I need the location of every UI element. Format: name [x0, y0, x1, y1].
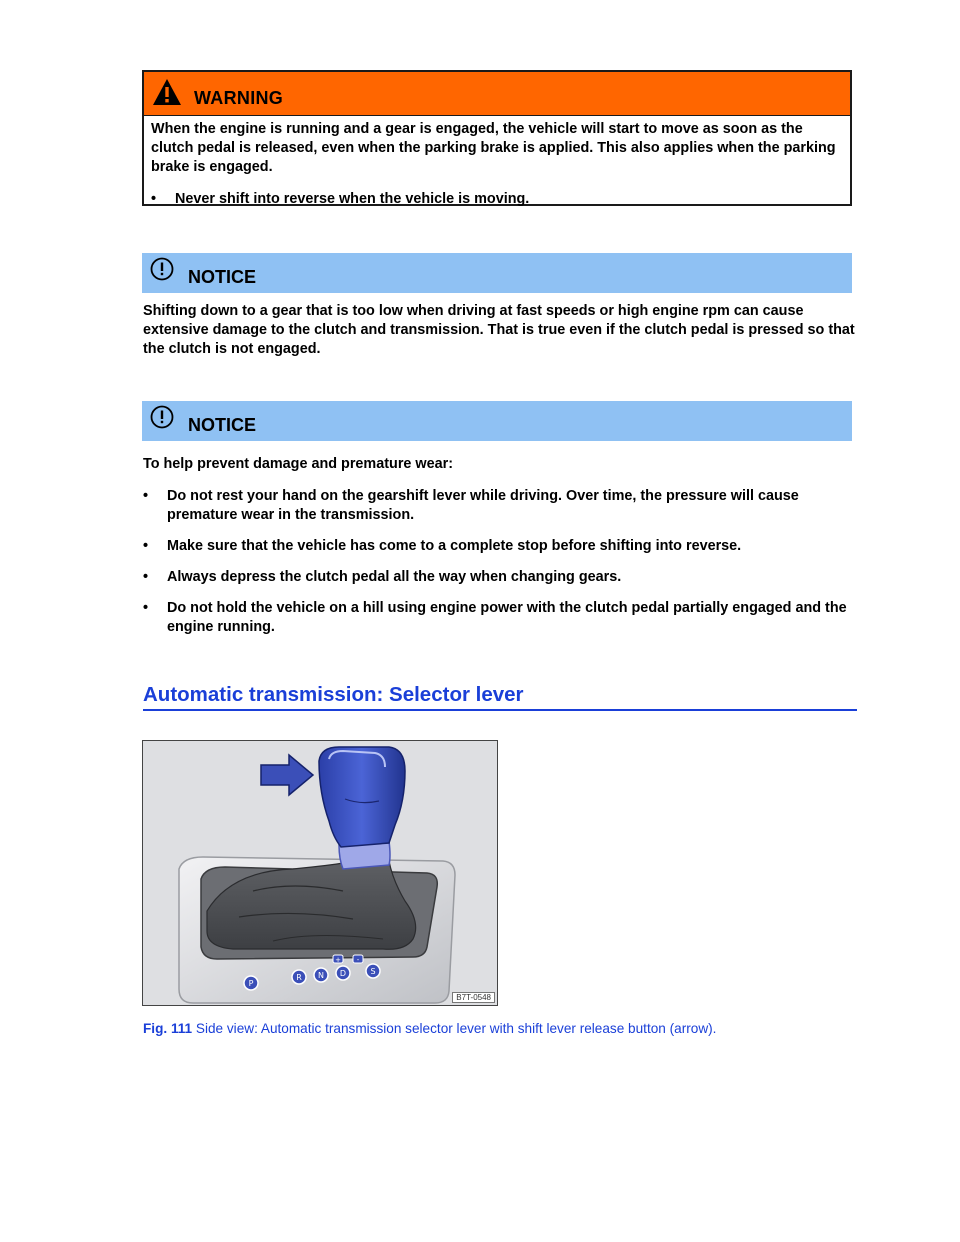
gear-label-d: D [339, 969, 347, 978]
exclamation-circle-icon [150, 257, 174, 281]
list-item [143, 537, 855, 556]
bullet-icon: • [151, 191, 157, 207]
gear-label-p: P [248, 979, 254, 988]
figure-caption-text: Side view: Automatic transmission selector lever with shift lever release button (arrow). [192, 1021, 717, 1036]
gear-label-plus: + [335, 956, 341, 964]
notice-intro [143, 455, 855, 474]
warning-title: WARNING [194, 88, 284, 108]
figure-caption [143, 1021, 716, 1036]
warning-triangle-icon [152, 78, 182, 106]
list-item [143, 487, 855, 525]
figure-code: B7T-0548 [452, 992, 495, 1003]
warning-body [144, 116, 850, 209]
warning-bullet-text: Never shift into reverse when the vehicle is moving. [175, 191, 530, 207]
list-item [143, 599, 855, 637]
warning-box [142, 70, 852, 206]
warning-header [144, 72, 850, 116]
notice-intro-text: To help prevent damage and premature wear: [143, 456, 454, 472]
figure-number: Fig. 111 [143, 1021, 193, 1036]
selector-lever-illustration [143, 741, 497, 1005]
bullet-icon: • [143, 538, 149, 554]
figure-selector-lever [142, 740, 498, 1006]
notice-header [142, 253, 852, 293]
notice-bullet-text: Do not hold the vehicle on a hill using engine power with the clutch pedal partially engaged and the engine running. [167, 600, 847, 635]
notice-title: NOTICE [188, 266, 257, 287]
notice-header [142, 401, 852, 441]
warning-paragraph: When the engine is running and a gear is engaged, the vehicle will start to move as soon as the clutch pedal is released, even when the parking brake is applied. This also applies when the parking brake is engaged. [151, 121, 836, 175]
notice-paragraph: Shifting down to a gear that is too low when driving at fast speeds or high engine rpm can cause extensive damage to the clutch and transmission. That is true even if the clutch pedal is pressed so that the clutch is not engaged. [143, 303, 855, 357]
bullet-icon: • [143, 600, 149, 616]
gear-label-minus: - [356, 956, 360, 964]
section-title: Automatic transmission: Selector lever [143, 683, 857, 711]
bullet-icon: • [143, 569, 149, 585]
notice-bullet-text: Always depress the clutch pedal all the way when changing gears. [167, 569, 622, 585]
notice-title: NOTICE [188, 414, 257, 435]
gear-label-n: N [318, 971, 324, 980]
notice-bullet-text: Do not rest your hand on the gearshift lever while driving. Over time, the pressure will cause premature wear in the transmission. [167, 488, 799, 523]
gear-label-r: R [296, 973, 302, 982]
gear-label-s: S [370, 967, 376, 976]
exclamation-circle-icon [150, 405, 174, 429]
list-item [143, 568, 855, 587]
notice-body [143, 302, 855, 359]
notice-bullet-text: Make sure that the vehicle has come to a complete stop before shifting into reverse. [167, 538, 742, 554]
list-item [151, 190, 843, 209]
bullet-icon: • [143, 488, 149, 504]
